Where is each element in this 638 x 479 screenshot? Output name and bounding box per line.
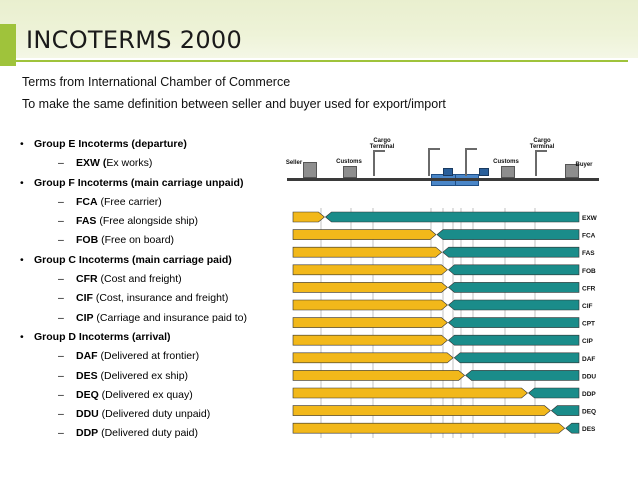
term-code: DDP (76, 427, 99, 440)
term-bar-label: FOB (582, 267, 596, 275)
cargo-terminal-right-label: Cargo Terminal (529, 138, 555, 150)
term-code: DES (76, 369, 98, 382)
list-group-item (20, 135, 290, 154)
list-sub-item (20, 405, 290, 424)
customs-left-building-icon (343, 166, 357, 178)
cargo-terminal-left-label: Cargo Terminal (369, 138, 395, 150)
customs-right-building-icon (501, 166, 515, 178)
list-group-item (20, 174, 290, 193)
buyer-cost-bar (454, 353, 579, 363)
buyer-cost-bar (448, 300, 579, 310)
group-title: Group E Incoterms (departure) (34, 138, 187, 150)
list-sub-item (20, 289, 290, 308)
list-sub-item (20, 154, 290, 173)
title-underline (16, 60, 628, 62)
bullet-glyph: • (20, 330, 24, 343)
seller-cost-bar (293, 388, 528, 398)
term-code: DEQ (76, 388, 99, 401)
seller-cost-bar (293, 353, 453, 363)
group-title: Group C Incoterms (main carriage paid) (34, 253, 232, 266)
dash-glyph: – (58, 195, 64, 208)
seller-cost-bar (293, 318, 447, 328)
incoterms-diagram (283, 130, 603, 440)
crane-port-left-icon (428, 148, 430, 176)
crane-right-icon (535, 150, 537, 176)
incoterms-list (20, 135, 290, 444)
bullet-glyph: • (20, 253, 24, 266)
list-group-item (20, 328, 290, 347)
list-sub-item (20, 309, 290, 328)
list-sub-item (20, 424, 290, 443)
seller-cost-bar (293, 370, 465, 380)
buyer-cost-bar (448, 335, 579, 345)
term-bar-label: FAS (582, 250, 595, 258)
term-description: Ex works) (106, 157, 153, 170)
seller-label: Seller (285, 160, 303, 166)
seller-cost-bar (293, 423, 565, 433)
buyer-cost-bar (566, 423, 579, 433)
term-bar-label: DAF (582, 355, 596, 363)
crane-left-icon (373, 150, 375, 176)
term-bar-label: CFR (582, 285, 596, 293)
list-group-item (20, 251, 290, 270)
dash-glyph: – (58, 369, 64, 382)
buyer-cost-bar (325, 212, 579, 222)
accent-bar (0, 24, 16, 66)
term-code: DAF (76, 350, 98, 363)
dash-glyph: – (58, 234, 64, 247)
dash-glyph: – (58, 292, 64, 305)
dash-glyph: – (58, 427, 64, 440)
seller-cost-bar (293, 406, 550, 416)
buyer-cost-bar (448, 282, 579, 292)
seller-cost-bar (293, 300, 447, 310)
term-description: (Delivered duty paid) (98, 427, 198, 440)
term-code: DDU (76, 408, 99, 421)
dash-glyph: – (58, 273, 64, 286)
term-description: (Delivered ex quay) (98, 388, 193, 401)
buyer-cost-bar (529, 388, 579, 398)
buyer-cost-bar (448, 265, 579, 275)
term-description: (Free on board) (98, 234, 175, 247)
crane-port-right-icon (465, 148, 467, 176)
term-bar-label: EXW (582, 215, 597, 222)
seller-cost-bar (293, 212, 324, 222)
dash-glyph: – (58, 408, 64, 421)
term-description: (Free carrier) (97, 195, 162, 208)
dash-glyph: – (58, 350, 64, 363)
truck-left-icon (443, 168, 453, 176)
truck-mid-icon (479, 168, 489, 176)
dash-glyph: – (58, 311, 64, 324)
intro-line-2: To make the same definition between seller and buyer used for export/import (22, 97, 446, 111)
term-bar-label: DDU (582, 373, 597, 381)
customs-right-label: Customs (493, 159, 519, 165)
list-sub-item (20, 193, 290, 212)
seller-cost-bar (293, 335, 447, 345)
term-bar-label: FCA (582, 232, 596, 240)
term-code: FCA (76, 195, 98, 208)
seller-cost-bar (293, 230, 436, 240)
term-description: (Cost, insurance and freight) (92, 292, 229, 305)
intro-line-1: Terms from International Chamber of Commerce (22, 75, 291, 89)
bullet-glyph: • (20, 176, 24, 189)
group-title: Group F Incoterms (main carriage unpaid) (34, 176, 244, 189)
list-sub-item (20, 386, 290, 405)
term-bar-label: CIP (582, 338, 593, 346)
term-code: FAS (76, 215, 97, 228)
term-bar-label: DES (582, 426, 596, 434)
term-code: FOB (76, 234, 99, 247)
dash-glyph: – (58, 157, 64, 170)
term-code: EXW ( (76, 157, 107, 170)
customs-left-label: Customs (336, 159, 362, 165)
dash-glyph: – (58, 215, 64, 228)
buyer-cost-bar (443, 247, 579, 257)
term-description: (Cost and freight) (97, 273, 182, 286)
term-description: (Free alongside ship) (96, 215, 198, 228)
bullet-glyph: • (20, 138, 24, 150)
term-code: CIF (76, 292, 93, 305)
seller-factory-icon (303, 162, 317, 178)
list-sub-item (20, 212, 290, 231)
group-title: Group D Incoterms (arrival) (34, 330, 171, 343)
buyer-cost-bar (466, 370, 579, 380)
list-sub-item (20, 270, 290, 289)
buyer-label: Buyer (575, 162, 593, 168)
term-description: (Delivered at frontier) (97, 350, 200, 363)
term-code: CIP (76, 311, 94, 324)
slide-title: INCOTERMS 2000 (26, 26, 243, 54)
term-bar-label: CIF (582, 303, 593, 310)
list-sub-item (20, 367, 290, 386)
transport-route-line (287, 178, 599, 181)
term-bar-label: CPT (582, 320, 595, 328)
dash-glyph: – (58, 388, 64, 401)
term-description: (Delivered ex ship) (97, 369, 189, 382)
term-description: (Carriage and insurance paid to) (93, 311, 248, 324)
term-bar-label: DEQ (582, 408, 597, 416)
term-code: CFR (76, 273, 98, 286)
buyer-cost-bar (551, 406, 579, 416)
term-description: (Delivered duty unpaid) (98, 408, 211, 421)
seller-cost-bar (293, 265, 447, 275)
list-sub-item (20, 347, 290, 366)
buyer-cost-bar (448, 318, 579, 328)
cost-responsibility-bars (283, 208, 603, 448)
seller-cost-bar (293, 247, 442, 257)
buyer-cost-bar (437, 230, 579, 240)
list-sub-item (20, 231, 290, 250)
seller-cost-bar (293, 282, 447, 292)
term-bar-label: DDP (582, 391, 596, 398)
